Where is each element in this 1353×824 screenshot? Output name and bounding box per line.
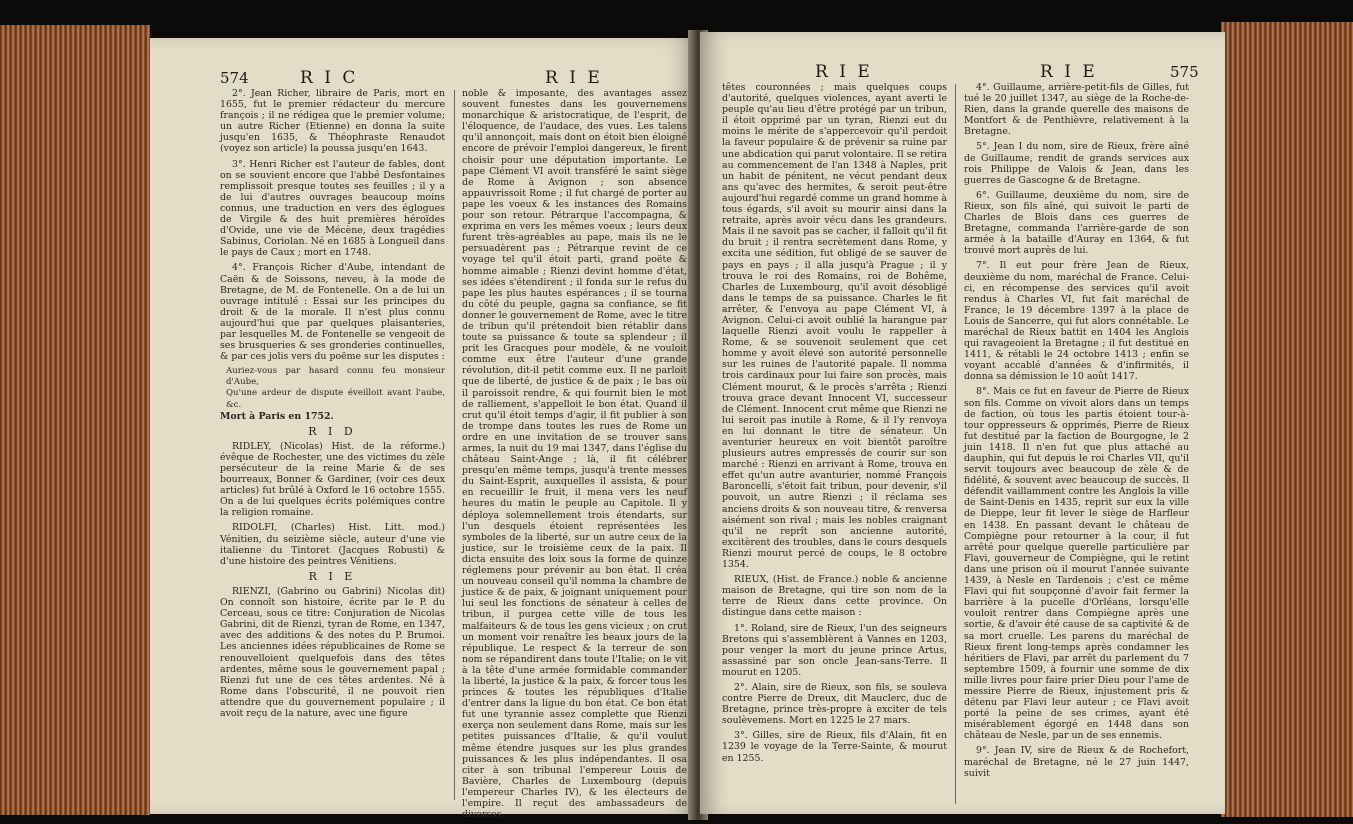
right-header-right: R I E bbox=[1040, 62, 1098, 82]
paragraph: 2°. Alain, sire de Rieux, son fils, se souleva contre Pierre de Dreux, dit Mauclerc, duc de Bretagne, prince très-propre à exciter de tels soulèvemens. Mort en 1225 le 27 mars. bbox=[722, 681, 947, 727]
paragraph: RIEUX, (Hist. de France.) noble & ancienne maison de Bretagne, qui tire son nom de la terre de Rieux dans cette province. On distingue dans cette maison : bbox=[722, 574, 947, 619]
verse-line: Qu'une ardeur de dispute éveilloit avant l'aube, &c. bbox=[226, 388, 445, 410]
right-page-number: 575 bbox=[1170, 63, 1199, 81]
paragraph: 1°. Roland, sire de Rieux, l'un des seigneurs Bretons qui s'assemblèrent à Vannes en 1203, pour venger la mort du jeune prince Artus, assassiné par son oncle Jean-sans-Terre. Il mourut en 1205. bbox=[722, 622, 947, 678]
paragraph: Mort à Paris en 1752. bbox=[220, 410, 334, 422]
paragraph: 4°. Guillaume, arrière-petit-fils de Gilles, fut tué le 20 juillet 1347, au siège de la Roche-de-Rien, dans la grande querelle des maisons de Montfort & de Penthièvre, relativement à la Bretagne. bbox=[964, 82, 1189, 138]
paragraph: RIDLEY, (Nicolas) Hist. de la réforme.) évêque de Rochester, une des victimes du zèle persécuteur de la reine Marie & de ses bourreaux, Bonner & Gardiner, (voir ces deux articles) fut brûlé à Oxford le 16 octobre 1555. On a de lui quelques écrits polémiques contre la religion romaine. bbox=[220, 440, 445, 519]
right-header-left: R I E bbox=[815, 62, 873, 82]
right-column-rule bbox=[955, 84, 956, 804]
left-page-stack bbox=[0, 25, 150, 815]
paragraph: noble & imposante, des avantages assez souvent funestes dans les gouvernemens monarchique & aristocratique, de l'esprit, de l'éloquence, de l'audace, des vues. Les talens qu'il annonçoit, mais dont on étoit bien éloigné encore de prévoir l'emploi dangereux, le firent choisir pour une députation importante. Le pape Clément VI avoit transféré le saint siège de Rome à Avignon ; son absence appauvrissoit Rome ; il fut chargé de porter au pape les voeux & les instances des Romains pour son retour. Pétrarque l'accompagna, & exprima en vers les mêmes voeux ; leurs deux furent très-agréables au pape, mais ils ne le persuadèrent pas ; Pétrarque revint de ce voyage tel qu'il étoit parti, grand poëte & homme aimable ; Rienzi devint homme d'état, ses idées s'étendirent ; il fonda sur le refus du pape les plus hautes espérances ; il se tourna du côté du peuple, gagna sa confiance, se fit donner le gouvernement de Rome, avec le titre de tribun qu'il prétendoit bien rétablir dans toute sa puissance & toute sa splendeur ; il prit les Gracques pour modèle, & ne vouloit comme eux être l'auteur d'une grande révolution, dit-il petit comme eux. Il ne parloit que de liberté, de justice & de paix ; le bas où il paroissoit rendre, & qui fournit bien le mot de ralliement, s'appelloit le bon état. Quand il crut qu'il étoit temps d'agir, il fit publier à son de trompe dans toutes les rues de Rome un ordre en une invitation de se trouver sans armes, la nuit du 19 mai 1347, dans l'église du château Saint-Ange ; là, il fit célébrer presqu'en même temps, jusqu'à trente messes du Saint-Esprit, auxquelles il assista, & pour en recueillir le fruit, il mena vers les neuf heures du matin le peuple au Capitole. Il y déploya solemnellement trois étendarts, sur l'un desquels étoient représentées les symboles de la liberté, sur un autre ceux de la justice, sur le troisième ceux de la paix. Il dicta ensuite des loix sous la forme de quinze réglemens pour prévenir au bon état. Il créa un nouveau conseil qu'il nomma la chambre de justice & de paix, & joignant uniquement pour lui seul les fonctions de sénateur à celles de tribun, il purgea cette ville de tous les malfaiteurs & de tous les gens vicieux ; on crut un moment voir renaître les beaux jours de la république. Le respect & la terreur de son nom se répandirent dans toute l'Italie; on le vit à la tête d'une armée formidable commander la liberté, la justice & la paix, & forcer tous les princes & toutes les républiques d'Italie d'entrer dans la ligue du bon état. Ce bon état fut une tyrannie assez complette que Rienzi exerça non seulement dans Rome, mais sur les petites puissances d'Italie, & qu'il voulut même étendre jusques sur les plus grandes puissances & les plus indépendantes. Il osa citer à son tribunal l'empereur Louis de Bavière, Charles de Luxembourg (depuis l'empereur Charles IV), & les électeurs de l'empire. Il reçut des ambassadeurs de diverses bbox=[462, 88, 687, 821]
section-heading: R I D bbox=[308, 424, 357, 438]
left-column-1 bbox=[220, 88, 445, 723]
paragraph: 5°. Jean I du nom, sire de Rieux, frère aîné de Guillaume, rendit de grands services aux rois Philippe de Valois & Jean, dans les guerres de Gascogne & de Bretagne. bbox=[964, 141, 1189, 186]
paragraph: RIDOLFI, (Charles) Hist. Litt. mod.) Vénitien, du seizième siècle, auteur d'une vie italienne du Tintoret (Jacques Robusti) & d'une histoire des peintres Vénitiens. bbox=[220, 522, 445, 567]
left-page-number: 574 bbox=[220, 69, 249, 87]
paragraph: 6°. Guillaume, deuxième du nom, sire de Rieux, son fils aîné, qui suivoit le parti de Charles de Blois dans ces guerres de Bretagne, commanda l'arrière-garde de son armée à la bataille d'Auray en 1364, & fut trouvé mort auprès de lui. bbox=[964, 189, 1189, 257]
verse-line: Auriez-vous par hasard connu feu monsieur d'Aube, bbox=[226, 366, 445, 388]
right-column-2 bbox=[964, 82, 1189, 783]
paragraph: RIENZI, (Gabrino ou Gabrini) Nicolas dit) On connoît son histoire, écrite par le P. du Cerceau, sous ce titre: Conjuration de Nicolas Gabrini, dit de Rienzi, tyran de Rome, en 1347, avec des additions & des notes du P. Brumoi. Les anciennes idées républicaines de Rome se renouvelloient quelquefois dans des têtes ardentes, même sous le gouvernement papal ; Rienzi fut une de ces têtes ardentes. Né à Rome dans l'obscurité, il ne pouvoit rien attendre que du gouvernement populaire ; il avoit reçu de la nature, avec une figure bbox=[220, 585, 445, 719]
section-heading: R I E bbox=[308, 569, 357, 583]
paragraph: 7°. Il eut pour frère Jean de Rieux, deuxième du nom, maréchal de France. Celui-ci, en récompense des services qu'il avoit rendus à Charles VI, fut fait maréchal de France, le 19 décembre 1397 à la place de Louis de Sancerre, qui fut alors connétable. Le maréchal de Rieux battit en 1404 les Anglois qui ravageoient la Bretagne ; il fut destitué en 1411, & rétabli le 24 octobre 1413 ; enfin se voyant accablé d'années & d'infirmités, il donna sa démission le 10 août 1417. bbox=[964, 260, 1189, 383]
paragraph: 4°. François Richer d'Aube, intendant de Caën & de Soissons, neveu, à la mode de Bretagne, de M. de Fontenelle. On a de lui un ouvrage intitulé : Essai sur les principes du droit & de la morale. Il n'est plus connu aujourd'hui que par quelques plaisanteries, par lesquelles M. de Fontenelle se vengeoit de ses brusqueries & ses gronderies continuelles, & par ces jolis vers du poëme sur les disputes : bbox=[220, 262, 445, 363]
paragraph: 3°. Gilles, sire de Rieux, fils d'Alain, fit en 1239 le voyage de la Terre-Sainte, & mourut en 1255. bbox=[722, 730, 947, 764]
paragraph: 8°. Mais ce fut en faveur de Pierre de Rieux son fils. Comme on vivoit alors dans un temps de faction, où tous les partis étoient tour-à-tour oppresseurs & opprimés, Pierre de Rieux fut destitué par la faction de Bourgogne, le 2 juin 1418. Il n'en fut que plus attaché au dauphin, qui fut depuis le roi Charles VII, qu'il servit toujours avec beaucoup de zèle & de fidélité, & souvent avec beaucoup de succès. Il défendit vaillamment contre les Anglois la ville de Saint-Denis en 1435, reprit sur eux la ville de Dieppe, leur fit lever le siège de Harfleur en 1438. En passant devant le château de Compiègne pour retourner à la cour, il fut arrêté pour quelque querelle particulière par Flavi, gouverneur de Compiègne, qui le retint dans une prison où il mourut l'année suivante 1439, à Nesle en Tardenois ; c'est ce même Flavi qui fut soupçonné d'avoir fait fermer la barrière à la pucelle d'Orléans, lorsqu'elle vouloit rentrer dans Compiègne après une sortie, & d'avoir été cause de sa captivité & de sa mort cruelle. Les parens du maréchal de Rieux firent long-temps après condamner les héritiers de Flavi, par arrêt du parlement du 7 septembre 1509, à fournir une somme de dix mille livres pour faire prier Dieu pour l'ame de messire Pierre de Rieux, injustement pris & détenu par Flavi leur auteur ; ce Flavi avoit porté la peine de ses crimes, ayant été misérablement égorgé en 1448 dans son château de Nesle, par un de ses ennemis. bbox=[964, 386, 1189, 742]
paragraph: 2°. Jean Richer, libraire de Paris, mort en 1655, fut le premier rédacteur du mercure françois ; il ne rédigea que le premier volume; un autre Richer (Etienne) en donna la suite jusqu'en 1635, & Théophraste Renaudot (voyez son article) la poussa jusqu'en 1643. bbox=[220, 88, 445, 155]
right-page-stack bbox=[1221, 22, 1353, 817]
left-column-2 bbox=[462, 88, 687, 824]
paragraph: têtes couronnées ; mais quelques coups d'autorité, quelques violences, ayant averti le peuple qu'au lieu d'être protégé par un tribun, il étoit opprimé par un tyran, Rienzi eut du moins le mérite de s'appercevoir qu'il perdoit la faveur populaire & de prévenir sa ruine par une abdication qui parut volontaire. Il se retira au commencement de l'an 1348 à Naples, prit un habit de pénitent, ne vécut pendant deux ans qu'avec des hermites, & seroit peut-être aujourd'hui regardé comme un grand homme à tous égards, s'il avoit su mourir ainsi dans la retraite, après avoir vécu dans les grandeurs. Mais il ne savoit pas se cacher, il falloit qu'il fit du bruit ; il rentra secrètement dans Rome, y excita une sédition, fut obligé de se sauver de pays en pays ; il alla jusqu'à Prague ; il y trouva le roi des Romains, roi de Bohême, Charles de Luxembourg, qu'il avoit désobligé dans le temps de sa puissance. Charles le fit arrêter, & l'envoya au pape Clément VI, à Avignon. Celui-ci avoit oublié la harangue par laquelle Rienzi avoit voulu le rappeller à Rome, & se souvenoit seulement que cet homme y avoit élevé son autorité personnelle sur les ruines de l'autorité papale. Il nomma trois cardinaux pour lui faire son procès, mais Clément mourut, & le procès s'arrêta ; Rienzi trouva grace devant Innocent VI, successeur de Clément. Innocent crut même que Rienzi ne lui seroit pas inutile à Rome, & il l'y renvoya en lui donnant le titre de sénateur. Un aventurier heureux en voit bientôt paroître plusieurs autres empressés de courir sur son marché : Rienzi en arrivant à Rome, trouva en effet qu'un autre avanturier, nommé François Baroncelli, s'étoit fait tribun, pour devenir, s'il pouvoit, un autre Rienzi ; il réclama ses anciens droits & son nouveau titre, & renversa aisément son rival ; mais les nobles craignant qu'il ne reprît son ancienne autorité, excitèrent des troubles, dans le cours desquels Rienzi mourut percé de coups, le 8 octobre 1354. bbox=[722, 82, 947, 571]
right-column-1 bbox=[722, 82, 947, 768]
left-page bbox=[150, 38, 695, 821]
left-header-left: R I C bbox=[300, 68, 359, 88]
right-page bbox=[700, 32, 1225, 814]
paragraph: 3°. Henri Richer est l'auteur de fables, dont on se souvient encore que l'abbé Desfontaines remplissoit presque toutes ses feuilles ; il y a de lui d'autres ouvrages beaucoup moins connus, une traduction en vers des églogues de Virgile & des huit premières héroïdes d'Ovide, une vie de Mécène, deux tragédies Sabinus, Coriolan. Né en 1685 à Longueil dans le pays de Caux ; mort en 1748. bbox=[220, 158, 445, 259]
left-column-rule bbox=[454, 90, 455, 800]
paragraph: 9°. Jean IV, sire de Rieux & de Rochefort, maréchal de Bretagne, né le 27 juin 1447, suivit bbox=[964, 745, 1189, 779]
left-header-right: R I E bbox=[545, 68, 603, 88]
